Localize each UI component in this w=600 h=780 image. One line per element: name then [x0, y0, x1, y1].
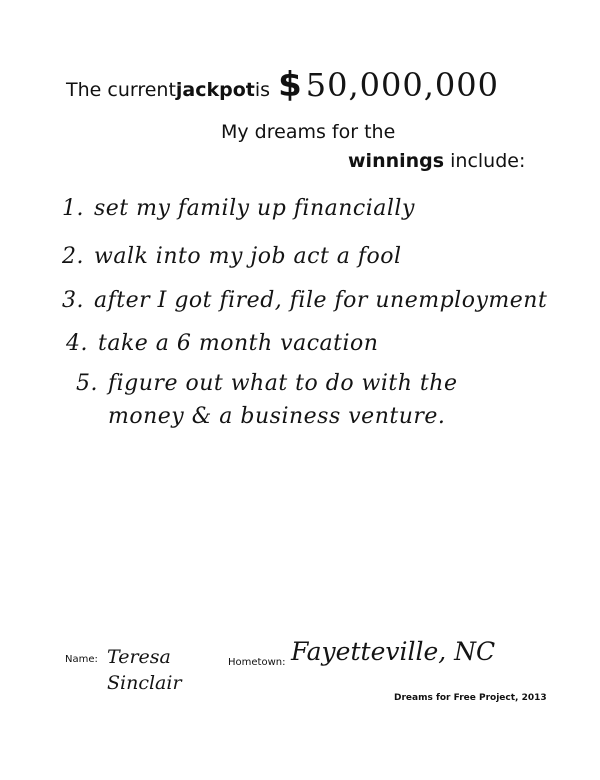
dream-item-5: [76, 371, 457, 396]
dreams-heading: My dreams for the: [221, 121, 396, 143]
name-value: [107, 644, 182, 696]
dream-item-4: [66, 331, 378, 356]
dream-item-5-continuation: [108, 404, 445, 429]
dream-item-3: [62, 288, 547, 313]
dream-text: take a 6 month vacation: [98, 331, 379, 356]
dream-number: 4.: [66, 331, 88, 356]
dream-text: walk into my job act a fool: [94, 244, 402, 269]
hometown-value: Fayetteville, NC: [291, 637, 496, 666]
jackpot-prefix: The current: [66, 79, 176, 101]
dream-text-continuation: money & a business venture.: [108, 404, 446, 429]
jackpot-bold-word: jackpot: [175, 79, 255, 101]
jackpot-heading: [66, 65, 499, 105]
hometown-label: Hometown:: [228, 657, 286, 668]
dream-number: 5.: [76, 371, 98, 396]
dream-text: figure out what to do with the: [108, 371, 458, 396]
dream-text: set my family up financially: [94, 196, 415, 221]
dream-number: 1.: [62, 196, 84, 221]
winnings-suffix: include:: [444, 150, 526, 172]
name-first: Teresa: [107, 646, 171, 668]
dream-item-2: [62, 244, 402, 269]
dream-number: 3.: [62, 288, 84, 313]
name-label: Name:: [65, 654, 98, 665]
dream-text: after I got fired, file for unemployment: [94, 288, 548, 313]
jackpot-amount: 50,000,000: [305, 66, 499, 104]
jackpot-suffix: is: [254, 79, 271, 101]
winnings-heading: [348, 150, 525, 172]
winnings-bold-word: winnings: [348, 150, 445, 172]
dollar-sign: $: [278, 65, 302, 105]
dream-number: 2.: [62, 244, 84, 269]
project-credit: Dreams for Free Project, 2013: [394, 693, 547, 703]
dream-item-1: [62, 196, 415, 221]
name-last: Sinclair: [107, 672, 182, 694]
